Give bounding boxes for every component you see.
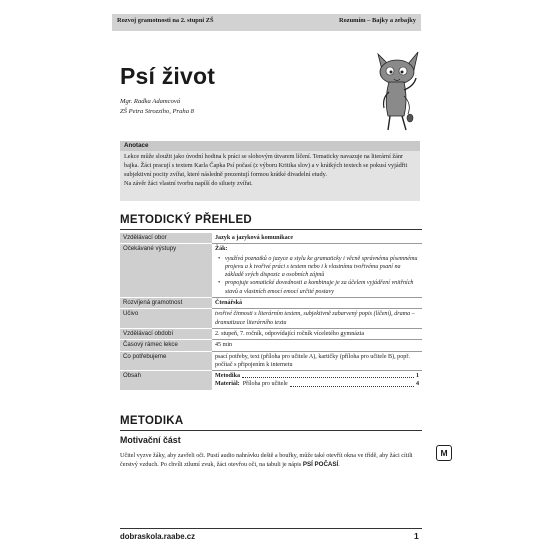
toc-leader — [242, 372, 414, 378]
toc-entry[interactable] — [215, 372, 419, 380]
table-row — [120, 233, 422, 244]
method-tail: . — [338, 461, 340, 468]
method-paragraph: Učitel vyzve žáky, aby zavřeli oči. Pustí audio nahrávku deště a bouřky, může také otevřít okna ve třídě, aby žáci cítili čerstvý vzduch. Po chvíli ztlumí zvuk, žáci otevřou oči, na tabuli je nápis — [120, 452, 413, 468]
annotation-heading: Anotace — [124, 142, 149, 149]
row-value: 45 min — [212, 340, 422, 351]
list-item: • využívá poznatků o jazyce a stylu ke gramaticky i věcně správnému písemnému projevu a k tvořivé práci s textem nebo i k vlastnímu tvořivému psaní na základě svých dispozic a osobních zájmů — [225, 255, 419, 280]
row-value: psací potřeby, text (příloha pro učitele A), kartičky (příloha pro učitele B), popř. počítač s připojením k internetu — [212, 351, 422, 371]
annotation-paragraph-2: Na závěr žáci vlastní tvorbu napíší do siluety zvířat. — [124, 179, 253, 187]
running-header — [112, 14, 421, 31]
section-title-overview: METODICKÝ PŘEHLED — [120, 214, 253, 226]
row-value: Čtenářská — [212, 298, 422, 309]
footer-divider — [120, 528, 422, 529]
highlight-text: PSÍ POČASÍ — [302, 461, 339, 468]
outcomes-list — [215, 255, 419, 296]
annotation-paragraph: Lekce může sloužit jako úvodní hodina k práci se slohovým útvarem líčení. Tematicky navazuje na literární žánr bajka. Žáci pracují s textem Karla Čapka Psí počasí (z výboru Kritika slov) a v krátkých textech se pokusí vyjádřit subjektivní pocity zvířat, které následně prezentují formou krátké divadelní etudy. — [124, 153, 408, 178]
method-marker-letter: M — [440, 448, 448, 458]
row-label: Obsah — [120, 371, 212, 390]
table-row — [120, 351, 422, 371]
header-series: Rozvoj gramotnosti na 2. stupni ZŠ — [117, 17, 214, 24]
toc-entry-label — [215, 380, 288, 388]
row-value: Jazyk a jazyková komunikace — [212, 233, 422, 244]
table-row — [120, 298, 422, 309]
list-item: • propojuje somatické dovednosti a kombinuje je za účelem vyjádření vnitřních stavů a vlastních emocí emocí určité postavy — [225, 279, 419, 296]
subsection-title: Motivační část — [120, 435, 181, 445]
author-school: ZŠ Petra Strozziho, Praha 8 — [120, 108, 194, 115]
outcomes-head: Žák: — [215, 246, 228, 253]
toc-entry-prefix: Materiál: — [215, 381, 240, 388]
footer-url[interactable]: dobraskola.raabe.cz — [120, 532, 195, 541]
row-value — [212, 371, 422, 390]
row-label: Časový rámec lekce — [120, 340, 212, 351]
overview-table — [120, 233, 422, 390]
section-divider — [120, 430, 422, 431]
page-title: Psí život — [120, 63, 216, 89]
cat-illustration — [374, 40, 420, 134]
header-topic: Rozumím – Bajky a zebajky — [338, 17, 416, 24]
toc-entry-page: 1 — [415, 373, 419, 380]
table-row — [120, 309, 422, 329]
toc-leader — [290, 380, 414, 386]
toc-entry[interactable] — [215, 380, 419, 388]
row-label: Rozvíjená gramotnost — [120, 298, 212, 309]
row-value: tvořivé činnosti s literárním textem, subjektivně zabarvený popis (líčení), drama – dramatizace literárního textu — [212, 309, 422, 329]
page-number: 1 — [414, 531, 419, 541]
author-name: Mgr. Radka Adamcová — [120, 98, 181, 105]
section-divider — [120, 229, 422, 230]
row-label: Co potřebujeme — [120, 351, 212, 371]
table-row — [120, 340, 422, 351]
author-block — [120, 97, 194, 117]
method-text — [120, 451, 420, 469]
annotation-heading-bar — [120, 141, 420, 151]
row-label: Vzdělávací obor — [120, 233, 212, 244]
toc-entry-text: Příloha pro učitele — [242, 381, 288, 388]
table-row — [120, 244, 422, 298]
toc-entry-label: Metodika — [215, 373, 241, 380]
table-row — [120, 371, 422, 390]
method-marker-icon — [436, 445, 452, 461]
annotation-text — [124, 153, 418, 189]
row-label: Vzdělávací období — [120, 328, 212, 339]
row-value: 2. stupeň, 7. ročník, odpovídající ročník víceletého gymnázia — [212, 328, 422, 339]
row-label: Učivo — [120, 309, 212, 329]
section-title-method: METODIKA — [120, 415, 184, 427]
toc-entry-page: 4 — [415, 381, 419, 388]
row-value — [212, 244, 422, 298]
row-label: Očekávané výstupy — [120, 244, 212, 298]
table-row — [120, 328, 422, 339]
